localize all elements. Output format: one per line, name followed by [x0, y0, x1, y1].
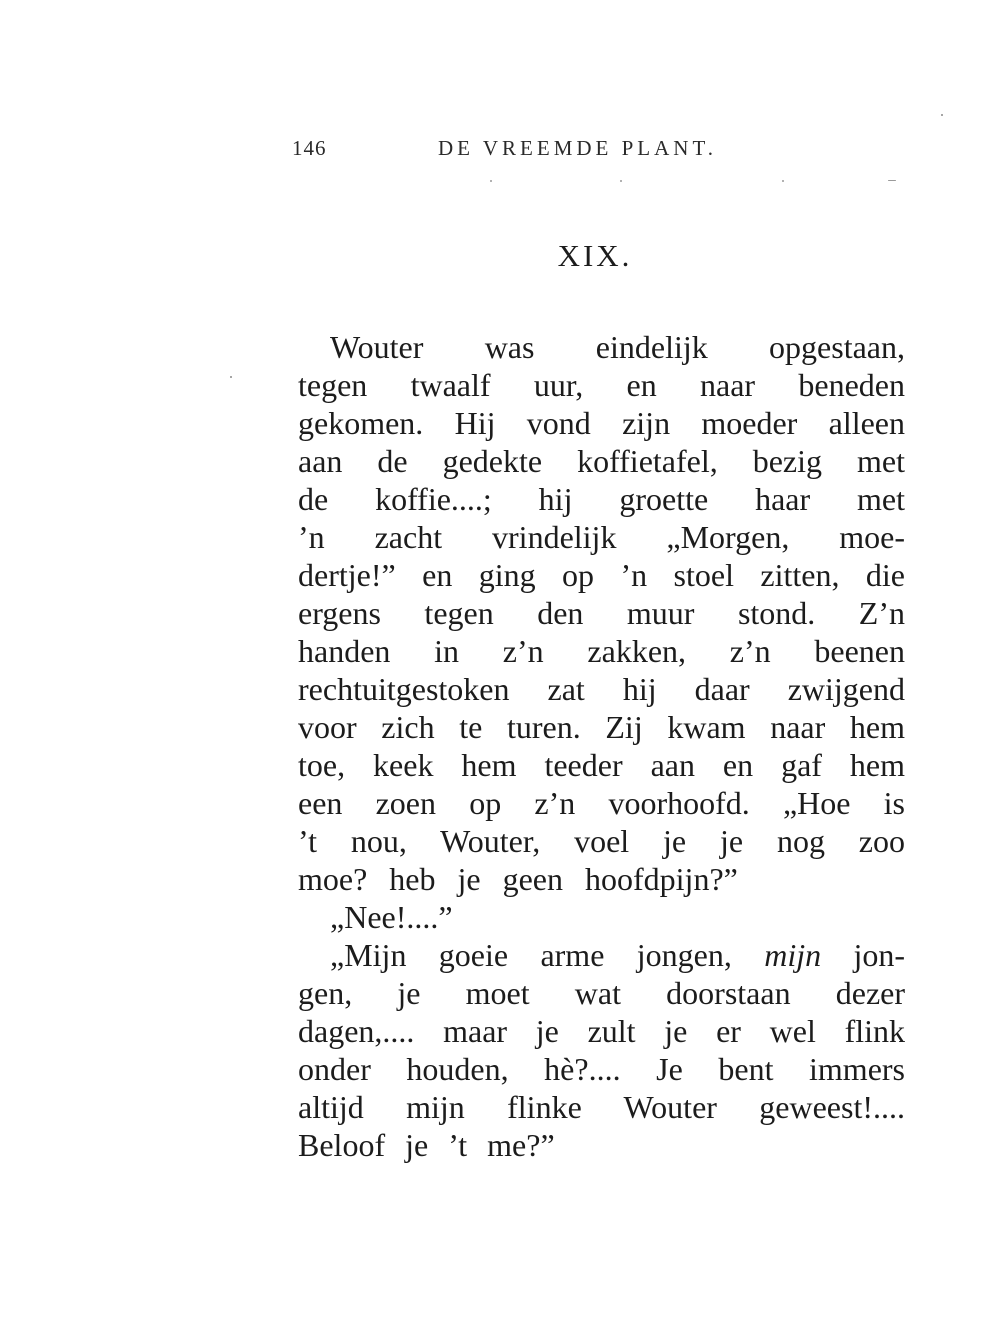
text-line: onder houden, hè?.... Je bent immers [298, 1051, 905, 1087]
scan-speck [941, 114, 943, 116]
text-line: Wouter was eindelijk opgestaan, [330, 329, 905, 365]
text-line: voor zich te turen. Zij kwam naar hem [298, 709, 905, 745]
chapter-heading: XIX. [557, 238, 633, 273]
text-line: handen in z’n zakken, z’n beenen [298, 633, 905, 669]
text-line: toe, keek hem teeder aan en gaf hem [298, 747, 905, 783]
running-header [0, 136, 1000, 166]
italic-emphasis: mijn [764, 937, 822, 973]
text-line: rechtuitgestoken zat hij daar zwijgend [298, 671, 905, 707]
text-line: ’n zacht vrindelijk „Morgen, moe- [298, 519, 905, 555]
text-line: tegen twaalf uur, en naar beneden [298, 367, 905, 403]
scan-speck [490, 180, 492, 182]
scan-speck [782, 180, 784, 182]
text-line: aan de gedekte koffietafel, bezig met [298, 443, 905, 479]
text-line: dertje!” en ging op ’n stoel zitten, die [298, 557, 905, 593]
page-number: 146 [292, 136, 327, 160]
scan-speck [888, 180, 896, 181]
text-line: de koffie....; hij groette haar met [298, 481, 905, 517]
text-line: gen, je moet wat doorstaan dezer [298, 975, 905, 1011]
text-line: een zoen op z’n voorhoofd. „Hoe is [298, 785, 905, 821]
text-line: dagen,.... maar je zult je er wel flink [298, 1013, 905, 1049]
text-line: ergens tegen den muur stond. Z’n [298, 595, 905, 631]
text-line: „Nee!....” [330, 899, 453, 935]
text-line: Beloof je ’t me?” [298, 1127, 555, 1163]
text-line [298, 936, 905, 974]
text-segment: „Mijn goeie arme jongen, [330, 937, 765, 973]
text-line: moe? heb je geen hoofdpijn?” [298, 861, 738, 897]
header-rule-dots [0, 180, 1000, 182]
body-text [298, 328, 905, 1164]
running-title: DE VREEMDE PLANT. [438, 136, 717, 160]
text-line: ’t nou, Wouter, voel je je nog zoo [298, 823, 905, 859]
text-line: gekomen. Hij vond zijn moeder alleen [298, 405, 905, 441]
text-segment: jon- [821, 937, 906, 973]
scan-speck [230, 376, 232, 378]
text-line: altijd mijn flinke Wouter geweest!.... [298, 1089, 905, 1125]
scan-speck [620, 180, 622, 182]
